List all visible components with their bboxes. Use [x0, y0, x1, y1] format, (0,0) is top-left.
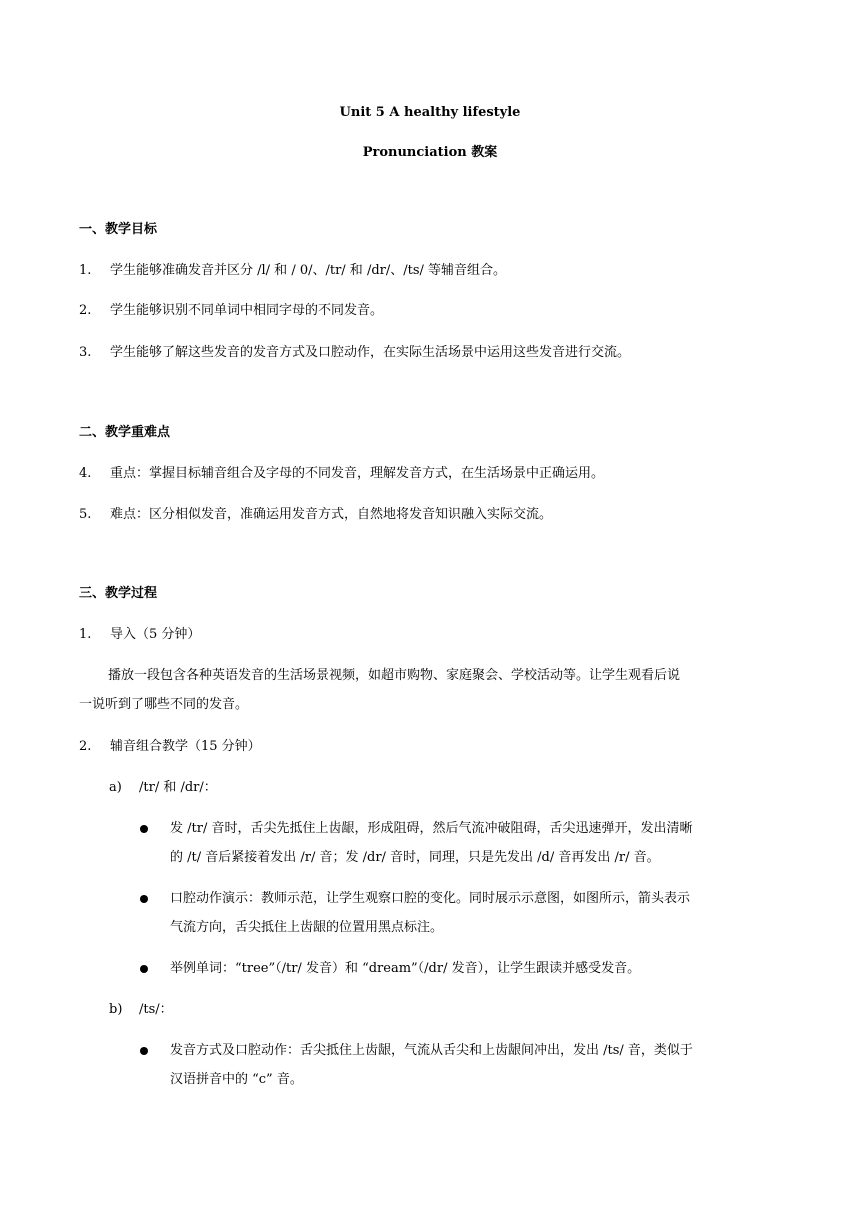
sub-label: b)	[109, 1002, 123, 1017]
bullet-text: 汉语拼音中的 “c” 音。	[170, 1072, 303, 1087]
bullet-text: 的 /t/ 音后紧接着发出 /r/ 音；发 /dr/ 音时，同理，只是先发出 /d/ 音再发出 /r/ 音。	[170, 850, 660, 865]
step-title: 导入（5 分钟）	[110, 627, 201, 642]
list-number: 2.	[79, 739, 92, 754]
document-title: Unit 5 A healthy lifestyle	[339, 105, 521, 120]
bullet-icon	[140, 825, 148, 833]
list-number: 1.	[79, 263, 92, 278]
sub-label: a)	[109, 780, 122, 795]
bullet-icon	[140, 965, 148, 973]
bullet-icon	[140, 1047, 148, 1055]
paragraph-line: 播放一段包含各种英语发音的生活场景视频，如超市购物、家庭聚会、学校活动等。让学生观看后说	[108, 668, 681, 683]
list-number: 1.	[79, 627, 92, 642]
bullet-text: 口腔动作演示：教师示范，让学生观察口腔的变化。同时展示示意图，如图所示，箭头表示	[170, 891, 691, 906]
list-number: 4.	[79, 466, 92, 481]
bullet-icon	[140, 895, 148, 903]
list-item: 学生能够了解这些发音的发音方式及口腔动作，在实际生活场景中运用这些发音进行交流。	[110, 345, 631, 360]
list-item: 学生能够识别不同单词中相同字母的不同发音。	[110, 303, 384, 318]
section-heading-process: 三、教学过程	[79, 586, 158, 601]
list-number: 5.	[79, 507, 92, 522]
section-heading-objectives: 一、教学目标	[79, 222, 158, 237]
step-title: 辅音组合教学（15 分钟）	[110, 739, 261, 754]
paragraph-line: 一说听到了哪些不同的发音。	[79, 697, 249, 712]
list-number: 2.	[79, 303, 92, 318]
list-item: 难点：区分相似发音，准确运用发音方式，自然地将发音知识融入实际交流。	[110, 507, 553, 522]
document-subtitle: Pronunciation 教案	[362, 145, 498, 160]
bullet-text: 气流方向，舌尖抵住上齿龈的位置用黑点标注。	[170, 920, 444, 935]
bullet-text: 举例单词：“tree”（/tr/ 发音）和 “dream”（/dr/ 发音），让学生跟读并感受发音。	[170, 961, 641, 976]
list-item: 学生能够准确发音并区分 /l/ 和 / 0/、/tr/ 和 /dr/、/ts/ 等辅音组合。	[110, 263, 507, 278]
sub-title: /tr/ 和 /dr/：	[139, 780, 217, 795]
list-item: 重点：掌握目标辅音组合及字母的不同发音，理解发音方式，在生活场景中正确运用。	[110, 466, 605, 481]
bullet-text: 发音方式及口腔动作：舌尖抵住上齿龈，气流从舌尖和上齿龈间冲出，发出 /ts/ 音，类似于	[170, 1043, 693, 1058]
list-number: 3.	[79, 345, 92, 360]
bullet-text: 发 /tr/ 音时，舌尖先抵住上齿龈，形成阻碍，然后气流冲破阻碍，舌尖迅速弹开，发出清晰	[170, 821, 693, 836]
section-heading-key-points: 二、教学重难点	[79, 425, 171, 440]
sub-title: /ts/：	[139, 1002, 173, 1017]
